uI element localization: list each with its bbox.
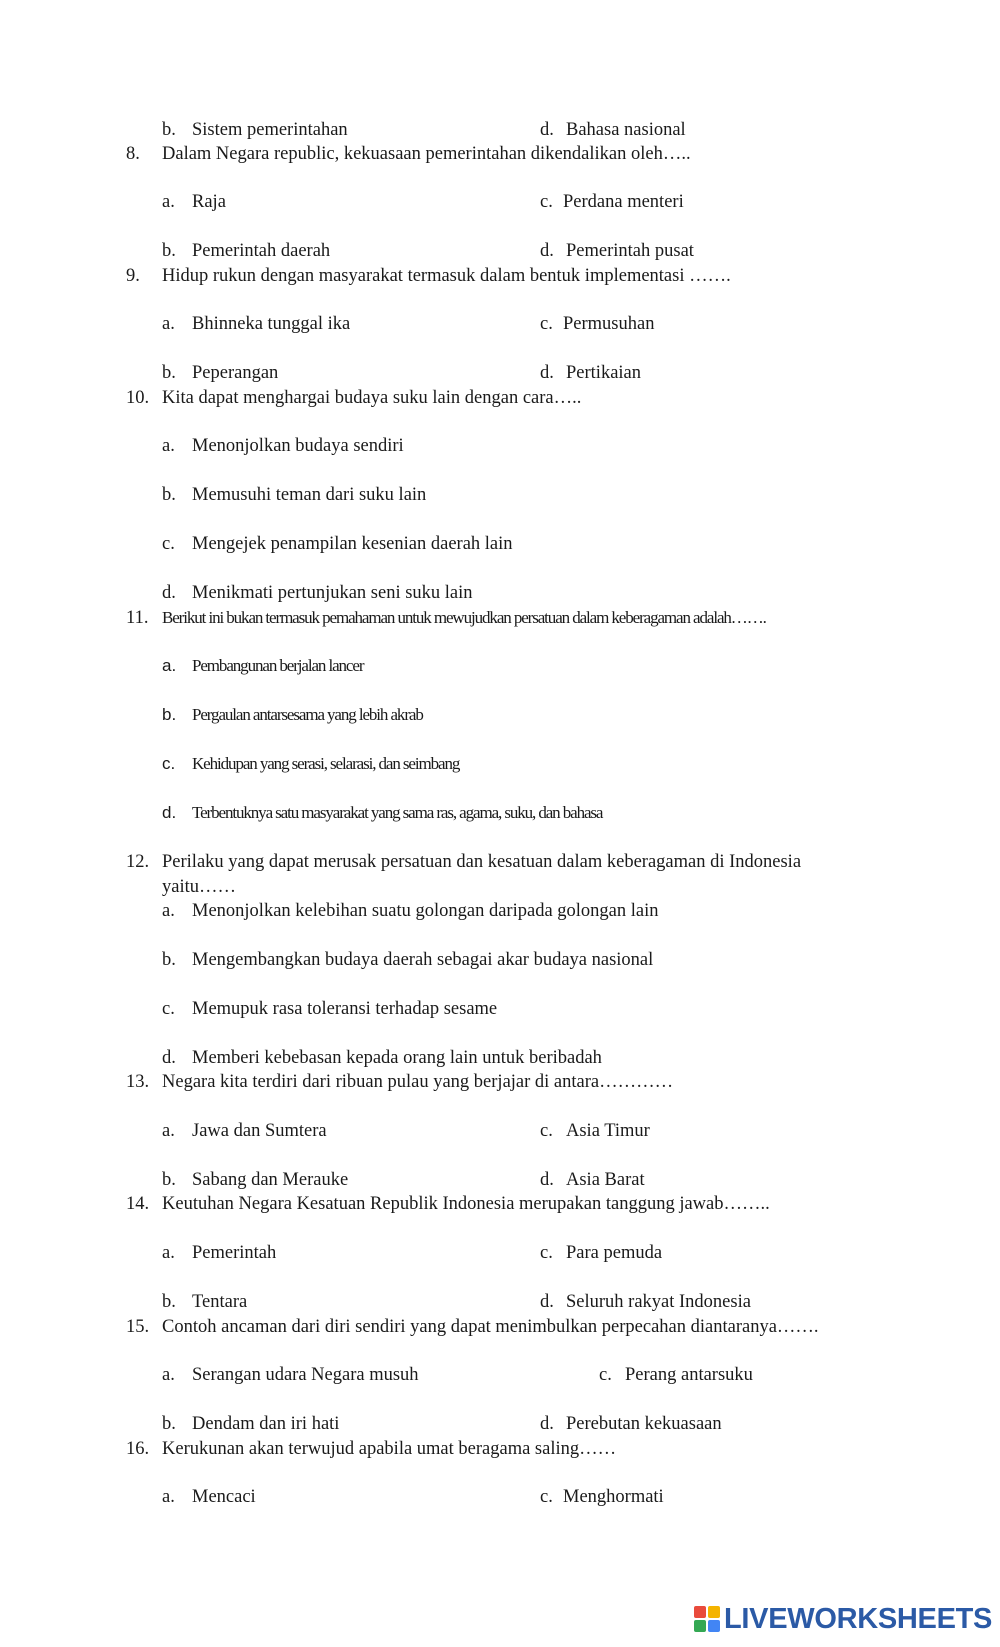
q10-option-a: Menonjolkan budaya sendiri <box>192 436 404 456</box>
option-letter: b. <box>162 705 177 724</box>
option-letter: d. <box>162 803 177 822</box>
q7-option-b: Sistem pemerintahan <box>192 120 348 140</box>
option-letter: a. <box>162 1365 175 1385</box>
option-letter: a. <box>162 314 175 334</box>
option-letter: b. <box>162 1292 176 1312</box>
q15-option-a: Serangan udara Negara musuh <box>192 1365 419 1385</box>
q14-option-d: Seluruh rakyat Indonesia <box>566 1292 751 1312</box>
q13-question: Negara kita terdiri dari ribuan pulau yang berjajar di antara………… <box>162 1072 674 1092</box>
logo-mark-tile <box>694 1606 706 1618</box>
logo-mark-tile <box>708 1606 720 1618</box>
q11-number: 11. <box>126 608 149 628</box>
q10-question: Kita dapat menghargai budaya suku lain dengan cara….. <box>162 388 582 408</box>
q12-number: 12. <box>126 852 150 872</box>
option-letter: a. <box>162 656 177 675</box>
option-letter: c. <box>540 1121 553 1141</box>
q15-option-b: Dendam dan iri hati <box>192 1414 340 1434</box>
liveworksheets-logo[interactable] <box>694 1602 992 1636</box>
option-letter: c. <box>540 1487 553 1507</box>
q8-option-b: Pemerintah daerah <box>192 241 331 261</box>
q14-number: 14. <box>126 1194 150 1214</box>
logo-mark-tile <box>708 1620 720 1632</box>
q13-option-c: Asia Timur <box>566 1121 650 1141</box>
q16-question: Kerukunan akan terwujud apabila umat beragama saling…… <box>162 1439 617 1459</box>
q10-number: 10. <box>126 388 150 408</box>
q11-option-a: Pembangunan berjalan lancer <box>192 656 364 675</box>
liveworksheets-logo-text: LIVEWORKSHEETS <box>724 1602 993 1635</box>
q13-option-a: Jawa dan Sumtera <box>192 1121 327 1141</box>
q15-option-d: Perebutan kekuasaan <box>566 1414 722 1434</box>
q11-option-b: Pergaulan antarsesama yang lebih akrab <box>192 705 423 724</box>
q8-option-d: Pemerintah pusat <box>566 241 694 261</box>
q14-option-b: Tentara <box>192 1292 248 1312</box>
option-letter: b. <box>162 1414 176 1434</box>
option-letter: b. <box>162 241 176 261</box>
option-letter: c. <box>540 192 553 212</box>
q12-option-c: Memupuk rasa toleransi terhadap sesame <box>192 999 498 1019</box>
option-letter: d. <box>540 363 554 383</box>
q12-option-d: Memberi kebebasan kepada orang lain untuk beribadah <box>192 1048 602 1068</box>
q9-option-d: Pertikaian <box>566 363 642 383</box>
q9-number: 9. <box>126 266 140 286</box>
q11-question: Berikut ini bukan termasuk pemahaman untuk mewujudkan persatuan dalam keberagaman adalah……. <box>162 608 766 627</box>
q15-question: Contoh ancaman dari diri sendiri yang dapat menimbulkan perpecahan diantaranya……. <box>162 1317 819 1337</box>
option-letter: d. <box>540 241 554 261</box>
q8-option-a: Raja <box>192 192 226 212</box>
q12-option-b: Mengembangkan budaya daerah sebagai akar budaya nasional <box>192 950 654 970</box>
q8-number: 8. <box>126 144 140 164</box>
option-letter: d. <box>162 1048 176 1068</box>
q9-option-c: Permusuhan <box>563 314 655 334</box>
q16-number: 16. <box>126 1439 150 1459</box>
option-letter: c. <box>162 534 175 554</box>
q14-option-a: Pemerintah <box>192 1243 277 1263</box>
option-letter: c. <box>599 1365 612 1385</box>
q11-option-c: Kehidupan yang serasi, selarasi, dan seimbang <box>192 754 460 773</box>
option-letter: d. <box>540 1292 554 1312</box>
q13-option-b: Sabang dan Merauke <box>192 1170 349 1190</box>
option-letter: c. <box>162 999 175 1019</box>
q10-option-d: Menikmati pertunjukan seni suku lain <box>192 583 473 603</box>
option-letter: a. <box>162 192 175 212</box>
q14-option-c: Para pemuda <box>566 1243 663 1263</box>
option-letter: d. <box>540 1414 554 1434</box>
option-letter: b. <box>162 950 176 970</box>
option-letter: a. <box>162 901 175 921</box>
q9-question: Hidup rukun dengan masyarakat termasuk dalam bentuk implementasi ……. <box>162 266 731 286</box>
logo-mark-tile <box>694 1620 706 1632</box>
q15-option-c: Perang antarsuku <box>625 1365 753 1385</box>
q12-option-a: Menonjolkan kelebihan suatu golongan daripada golongan lain <box>192 901 659 921</box>
option-letter: b. <box>162 485 176 505</box>
q7-option-d: Bahasa nasional <box>566 120 686 140</box>
q12-question-line1: Perilaku yang dapat merusak persatuan dan kesatuan dalam keberagaman di Indonesia <box>162 852 802 872</box>
q10-option-c: Mengejek penampilan kesenian daerah lain <box>192 534 513 554</box>
q13-option-d: Asia Barat <box>566 1170 645 1190</box>
option-letter: d. <box>540 1170 554 1190</box>
liveworksheets-logo-icon <box>694 1606 720 1632</box>
q15-number: 15. <box>126 1317 150 1337</box>
option-letter: a. <box>162 1121 175 1141</box>
q16-option-c: Menghormati <box>563 1487 664 1507</box>
option-letter: a. <box>162 1243 175 1263</box>
q9-option-a: Bhinneka tunggal ika <box>192 314 351 334</box>
option-letter: a. <box>162 436 175 456</box>
q14-question: Keutuhan Negara Kesatuan Republik Indonesia merupakan tanggung jawab…….. <box>162 1194 770 1214</box>
q10-option-b: Memusuhi teman dari suku lain <box>192 485 427 505</box>
q13-number: 13. <box>126 1072 150 1092</box>
q9-option-b: Peperangan <box>192 363 279 383</box>
option-letter: a. <box>162 1487 175 1507</box>
q8-question: Dalam Negara republic, kekuasaan pemerintahan dikendalikan oleh….. <box>162 144 691 164</box>
q11-option-d: Terbentuknya satu masyarakat yang sama ras, agama, suku, dan bahasa <box>192 803 603 822</box>
option-letter: d. <box>540 120 554 140</box>
option-letter: c. <box>540 314 553 334</box>
option-letter: b. <box>162 1170 176 1190</box>
q8-option-c: Perdana menteri <box>563 192 684 212</box>
option-letter: b. <box>162 120 176 140</box>
option-letter: c. <box>162 754 176 773</box>
option-letter: c. <box>540 1243 553 1263</box>
option-letter: b. <box>162 363 176 383</box>
q12-question-line2: yaitu…… <box>162 877 236 897</box>
q16-option-a: Mencaci <box>192 1487 256 1507</box>
option-letter: d. <box>162 583 176 603</box>
